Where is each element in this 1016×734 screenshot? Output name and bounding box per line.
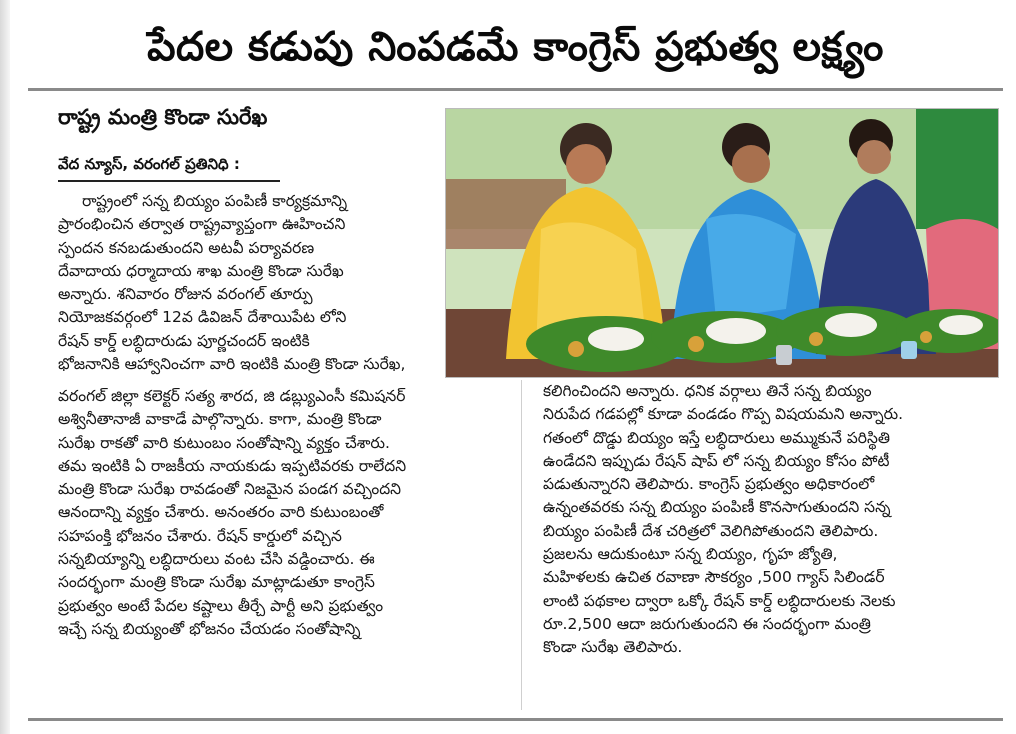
subheadline: రాష్ట్ర మంత్రి కొండా సురేఖ (58, 105, 268, 129)
byline: వేద న్యూస్, వరంగల్ ప్రతినిధి : (58, 155, 240, 173)
page-edge-shadow (0, 0, 10, 734)
headline-rule (28, 88, 1003, 91)
body-line: కలిగించిందని అన్నారు. ధనిక వర్గాలు తినే సన్న బియ్యం (543, 382, 872, 400)
body-line: నియోజకవర్గంలో 12వ డివిజన్ దేశాయిపేట లోని (58, 308, 347, 327)
bottom-rule (28, 718, 1003, 721)
byline-underline (58, 180, 280, 182)
body-line: స్పందన కనబడుతుందని అటవీ పర్యావరణ (58, 238, 315, 257)
body-line: ఇచ్చే సన్న బియ్యంతో భోజనం చేయడం సంతోషాన్ని (58, 619, 361, 638)
headline: పేదల కడుపు నింపడమే కాంగ్రెస్ ప్రభుత్వ లక్ష్యం (147, 24, 884, 70)
body-line: నిరుపేద గడపల్లో కూడా వండడం గొప్ప విషయమని అన్నారు. (543, 405, 904, 424)
body-line: సహపంక్తి భోజనం చేశారు. రేషన్ కార్డులో వచ్చిన (58, 526, 342, 545)
photo-illustration (446, 109, 998, 377)
body-line: రేషన్ కార్డ్ లబ్ధిదారుడు పూర్ణచందర్ ఇంటికి (58, 331, 310, 350)
article-body-right (543, 380, 998, 710)
article-body-left-bottom (58, 385, 498, 713)
body-line: ప్రభుత్వం అంటే పేదల కష్టాలు తీర్చే పార్టీ అని ప్రభుత్వం (58, 596, 384, 615)
body-line: గతంలో దొడ్డు బియ్యం ఇస్తే లబ్ధిదారులు అమ్ముకునే పరిస్థితి (543, 428, 890, 447)
body-line: సన్నబియ్యాన్ని లబ్ధిదారులు వంట చేసి వడ్డించారు. ఈ (58, 550, 375, 569)
body-line: సురేఖ రాకతో వారి కుటుంబం సంతోషాన్ని వ్యక్తం చేశారు. (58, 433, 390, 452)
body-line: సందర్భంగా మంత్రి కొండా సురేఖ మాట్లాడుతూ కాంగ్రెస్ (58, 573, 375, 592)
article-photo (445, 108, 999, 378)
body-line: ప్రజలను ఆదుకుంటూ సన్న బియ్యం, గృహ జ్యోతి, (543, 545, 838, 564)
body-line: అన్నారు. శనివారం రోజున వరంగల్ తూర్పు (58, 285, 313, 304)
body-line: ఉన్నంతవరకు సన్న బియ్యం పంపిణీ కొనసాగుతుందని సన్న (543, 498, 891, 517)
body-line: ఉండేదని ఇప్పుడు రేషన్ షాప్ లో సన్న బియ్యం కోసం పోటీ (543, 451, 890, 470)
column-divider (521, 380, 522, 710)
body-line: బియ్యం పంపిణీ దేశ చరిత్రలో వెలిగిపోతుందని తెలిపారు. (543, 521, 879, 540)
body-line: దేవాదాయ ధర్మాదాయ శాఖ మంత్రి కొండా సురేఖ (58, 261, 344, 280)
body-line: ప్రారంభించిన తర్వాత రాష్ట్రవ్యాప్తంగా ఊహించని (58, 215, 346, 234)
body-line: కొండా సురేఖ తెలిపారు. (543, 638, 683, 657)
body-line: రూ.2,500 ఆదా జరుగుతుందని ఈ సందర్భంగా మంత్రి (543, 614, 871, 633)
body-line: రాష్ట్రంలో సన్న బియ్యం పంపిణీ కార్యక్రమాన్ని (82, 192, 348, 210)
body-line: తమ ఇంటికి ఏ రాజకీయ నాయకుడు ఇప్పటివరకు రాలేదని (58, 456, 407, 475)
body-line: వరంగల్ జిల్లా కలెక్టర్ సత్య శారద, జి డబ్ల్యుఎంసీ కమిషనర్ (58, 387, 406, 405)
body-line: లాంటి పథకాల ద్వారా ఒక్కో రేషన్ కార్డ్ లబ్ధిదారులకు నెలకు (543, 591, 896, 610)
body-line: అశ్వినీతానాజీ వాకాడే పాల్గొన్నారు. కాగా, మంత్రి కొండా (58, 410, 382, 429)
body-line: మంత్రి కొండా సురేఖ రావడంతో నిజమైన పండగ వచ్చిందని (58, 480, 402, 499)
body-line: ఆనందాన్ని వ్యక్తం చేశారు. అనంతరం వారి కుటుంబంతో (58, 503, 384, 522)
body-line: మహిళలకు ఉచిత రవాణా సౌకర్యం ,500 గ్యాస్ సిలిండర్ (543, 568, 885, 587)
body-line: భోజనానికి ఆహ్వానించగా వారి ఇంటికి మంత్రి కొండా సురేఖ, (58, 355, 406, 374)
body-line: పడుతున్నారని తెలిపారు. కాంగ్రెస్ ప్రభుత్వం అధికారంలో (543, 475, 875, 494)
